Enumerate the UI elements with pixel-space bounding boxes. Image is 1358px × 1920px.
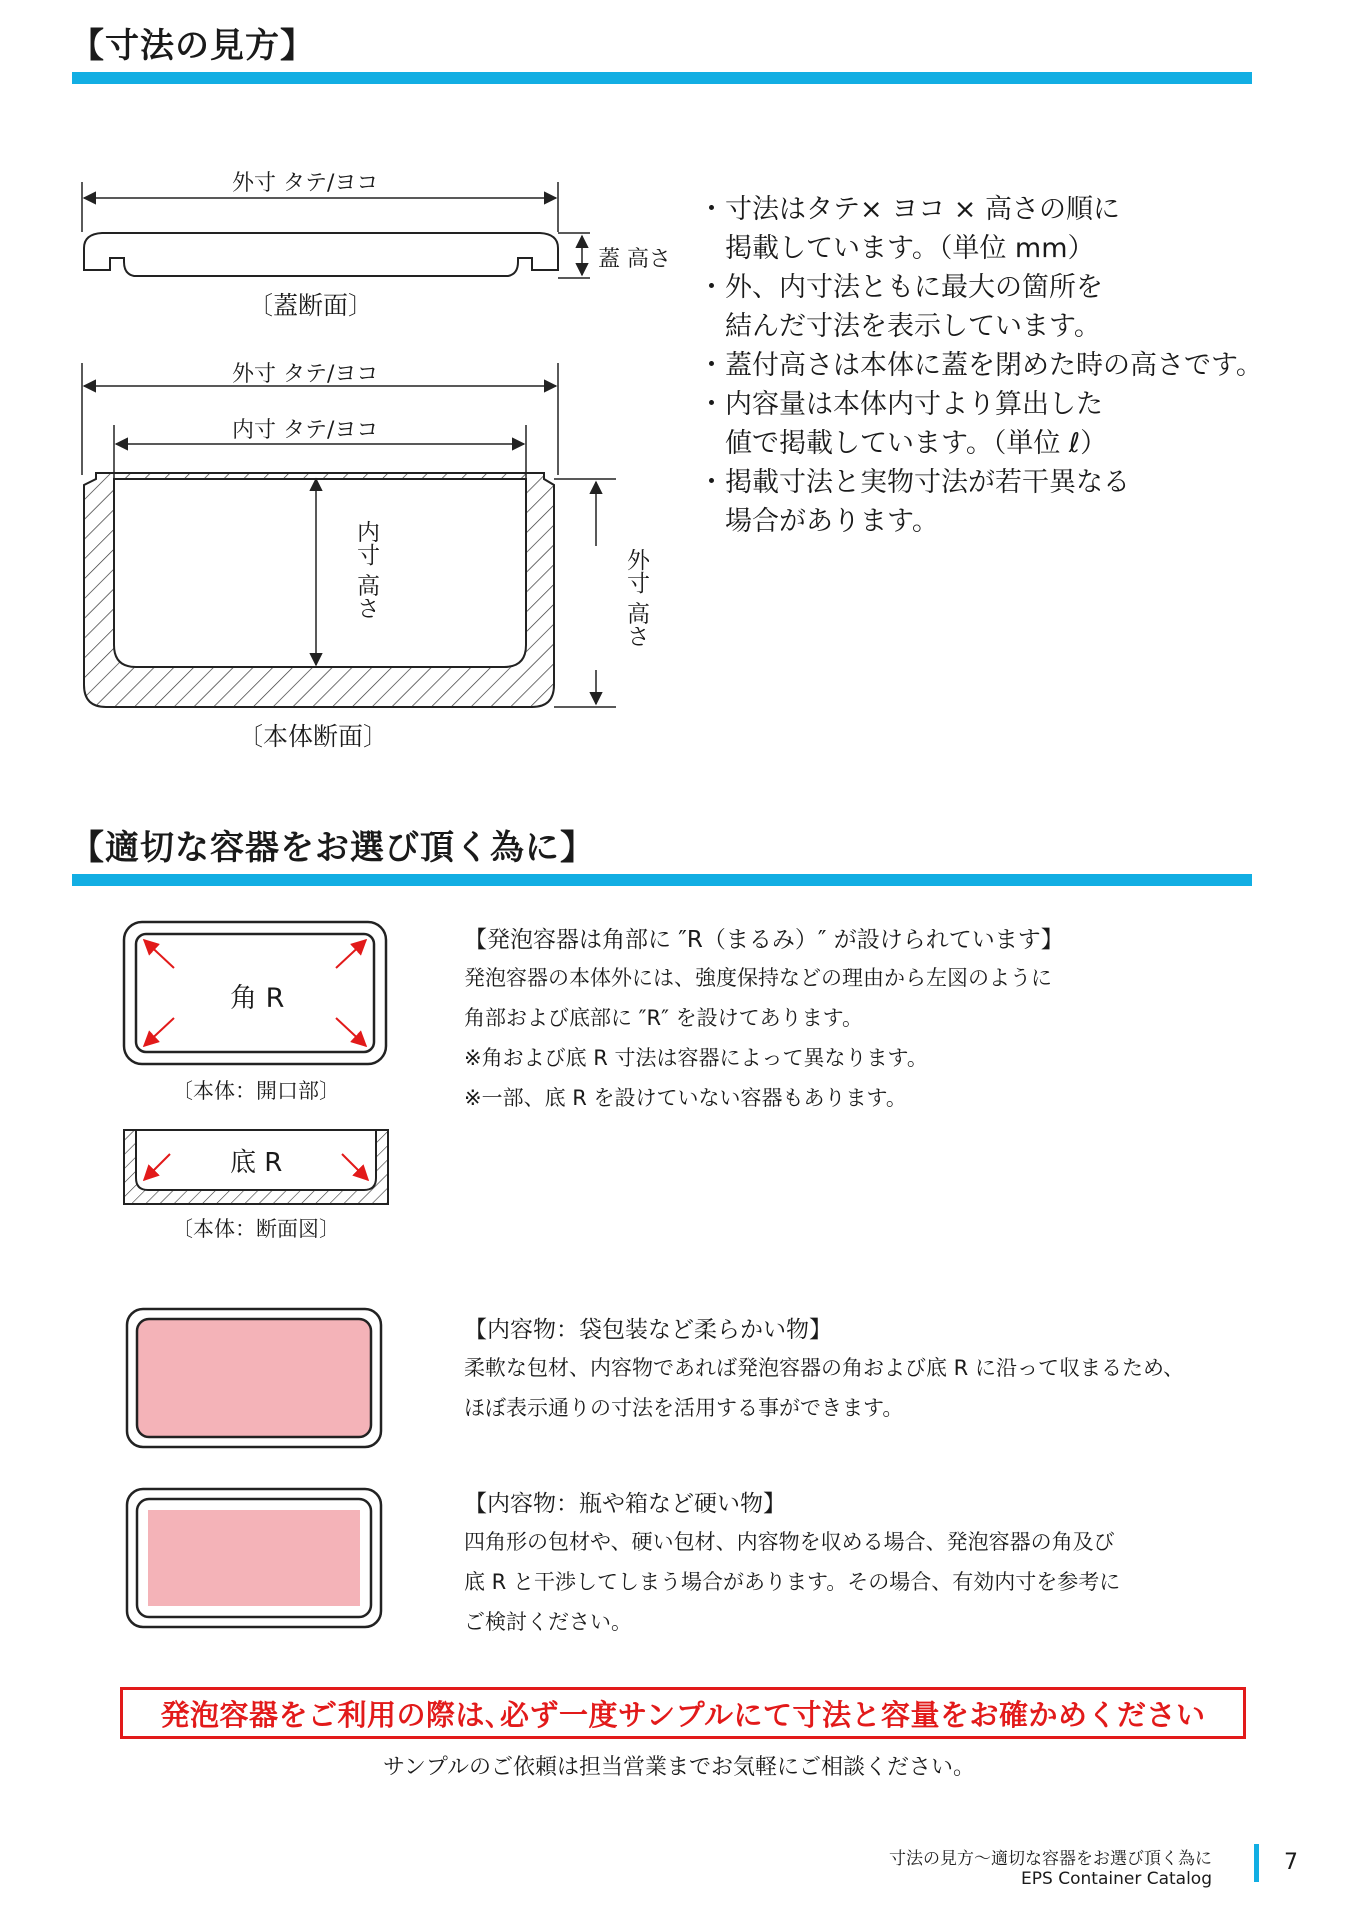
r-explanation-heading: 【発泡容器は角部に ″R（まるみ）″ が設けられています】 <box>464 927 1064 953</box>
hard-contents-line: ご検討ください。 <box>464 1610 632 1634</box>
footer-text <box>889 1844 1212 1889</box>
dimension-note: 場合があります。 <box>698 506 939 537</box>
footer-catalog-name: EPS Container Catalog <box>1021 1869 1212 1889</box>
soft-contents-heading: 【内容物：袋包装など柔らかい物】 <box>464 1317 832 1343</box>
hard-contents-heading: 【内容物：瓶や箱など硬い物】 <box>464 1491 786 1517</box>
dimension-note: ・寸法はタテ× ヨコ × 高さの順に <box>698 194 1120 225</box>
dimension-note: ・掲載寸法と実物寸法が若干異なる <box>698 467 1130 498</box>
soft-contents-line: ほぼ表示通りの寸法を活用する事ができます。 <box>464 1396 904 1420</box>
bottom-r-caption: 〔本体：断面図〕 <box>172 1217 340 1241</box>
corner-r-label: 角 R <box>230 983 285 1014</box>
lid-height-label: 蓋 高さ <box>598 247 671 272</box>
body-caption: 〔本体断面〕 <box>238 722 389 751</box>
lid-outer-dimension-label: 外寸 タテ/ヨコ <box>232 171 379 196</box>
sample-request-note: サンプルのご依頼は担当営業までお気軽にご相談ください。 <box>382 1755 976 1780</box>
dimension-note: 値で掲載しています。（単位 ℓ） <box>698 428 1108 459</box>
dimension-note: 結んだ寸法を表示しています。 <box>698 311 1101 342</box>
hard-contents-line: 四角形の包材や、硬い包材、内容物を収める場合、発泡容器の角及び <box>464 1530 1115 1554</box>
r-explanation-line: ※角および底 R 寸法は容器によって異なります。 <box>464 1046 928 1070</box>
sample-warning-box <box>120 1687 1246 1739</box>
sample-warning-text: 発泡容器をご利用の際は､必ず一度サンプルにて寸法と容量をお確かめください <box>160 1697 1206 1732</box>
hard-contents-block <box>464 1486 1120 1642</box>
section-title-container-selection: 【適切な容器をお選び頂く為に】 <box>70 828 595 868</box>
soft-contents-block <box>464 1312 1184 1428</box>
body-inner-dimension-label: 内寸 タテ/ヨコ <box>232 418 379 443</box>
section-title-dimensions: 【寸法の見方】 <box>70 26 315 66</box>
bottom-r-label: 底 R <box>230 1148 283 1178</box>
footer-section-title: 寸法の見方〜適切な容器をお選び頂く為に <box>889 1849 1212 1869</box>
r-explanation-line: 発泡容器の本体外には、強度保持などの理由から左図のように <box>464 966 1052 990</box>
dimension-note: ・内容量は本体内寸より算出した <box>698 389 1103 420</box>
hard-contents-diagram <box>124 1486 386 1632</box>
section-rule-2 <box>72 874 1252 886</box>
body-outer-dimension-label: 外寸 タテ/ヨコ <box>232 362 379 387</box>
dimension-note: 掲載しています。（単位 mm） <box>698 233 1095 264</box>
corner-r-caption: 〔本体：開口部〕 <box>172 1079 340 1103</box>
hard-contents-line: 底 R と干渉してしまう場合があります。その場合、有効内寸を参考に <box>464 1570 1121 1594</box>
page-number: 7 <box>1284 1850 1298 1875</box>
dimension-note: ・外、内寸法ともに最大の箇所を <box>698 272 1103 303</box>
body-inner-height-label: 内寸 高さ <box>318 518 378 642</box>
footer-accent-bar <box>1254 1844 1259 1882</box>
r-explanation-block <box>464 922 1064 1118</box>
dimension-notes-list <box>698 190 1263 541</box>
r-explanation-line: 角部および底部に ″R″ を設けてあります。 <box>464 1006 863 1030</box>
r-explanation-line: ※一部、底 R を設けていない容器もあります。 <box>464 1086 907 1110</box>
section-rule-1 <box>72 72 1252 84</box>
lid-caption: 〔蓋断面〕 <box>248 291 374 320</box>
dimension-note: ・蓋付高さは本体に蓋を閉めた時の高さです。 <box>698 350 1263 381</box>
soft-contents-line: 柔軟な包材、内容物であれば発泡容器の角および底 R に沿って収まるため、 <box>464 1356 1185 1380</box>
body-outer-height-label: 外寸 高さ <box>588 546 648 670</box>
soft-contents-diagram <box>124 1306 386 1452</box>
